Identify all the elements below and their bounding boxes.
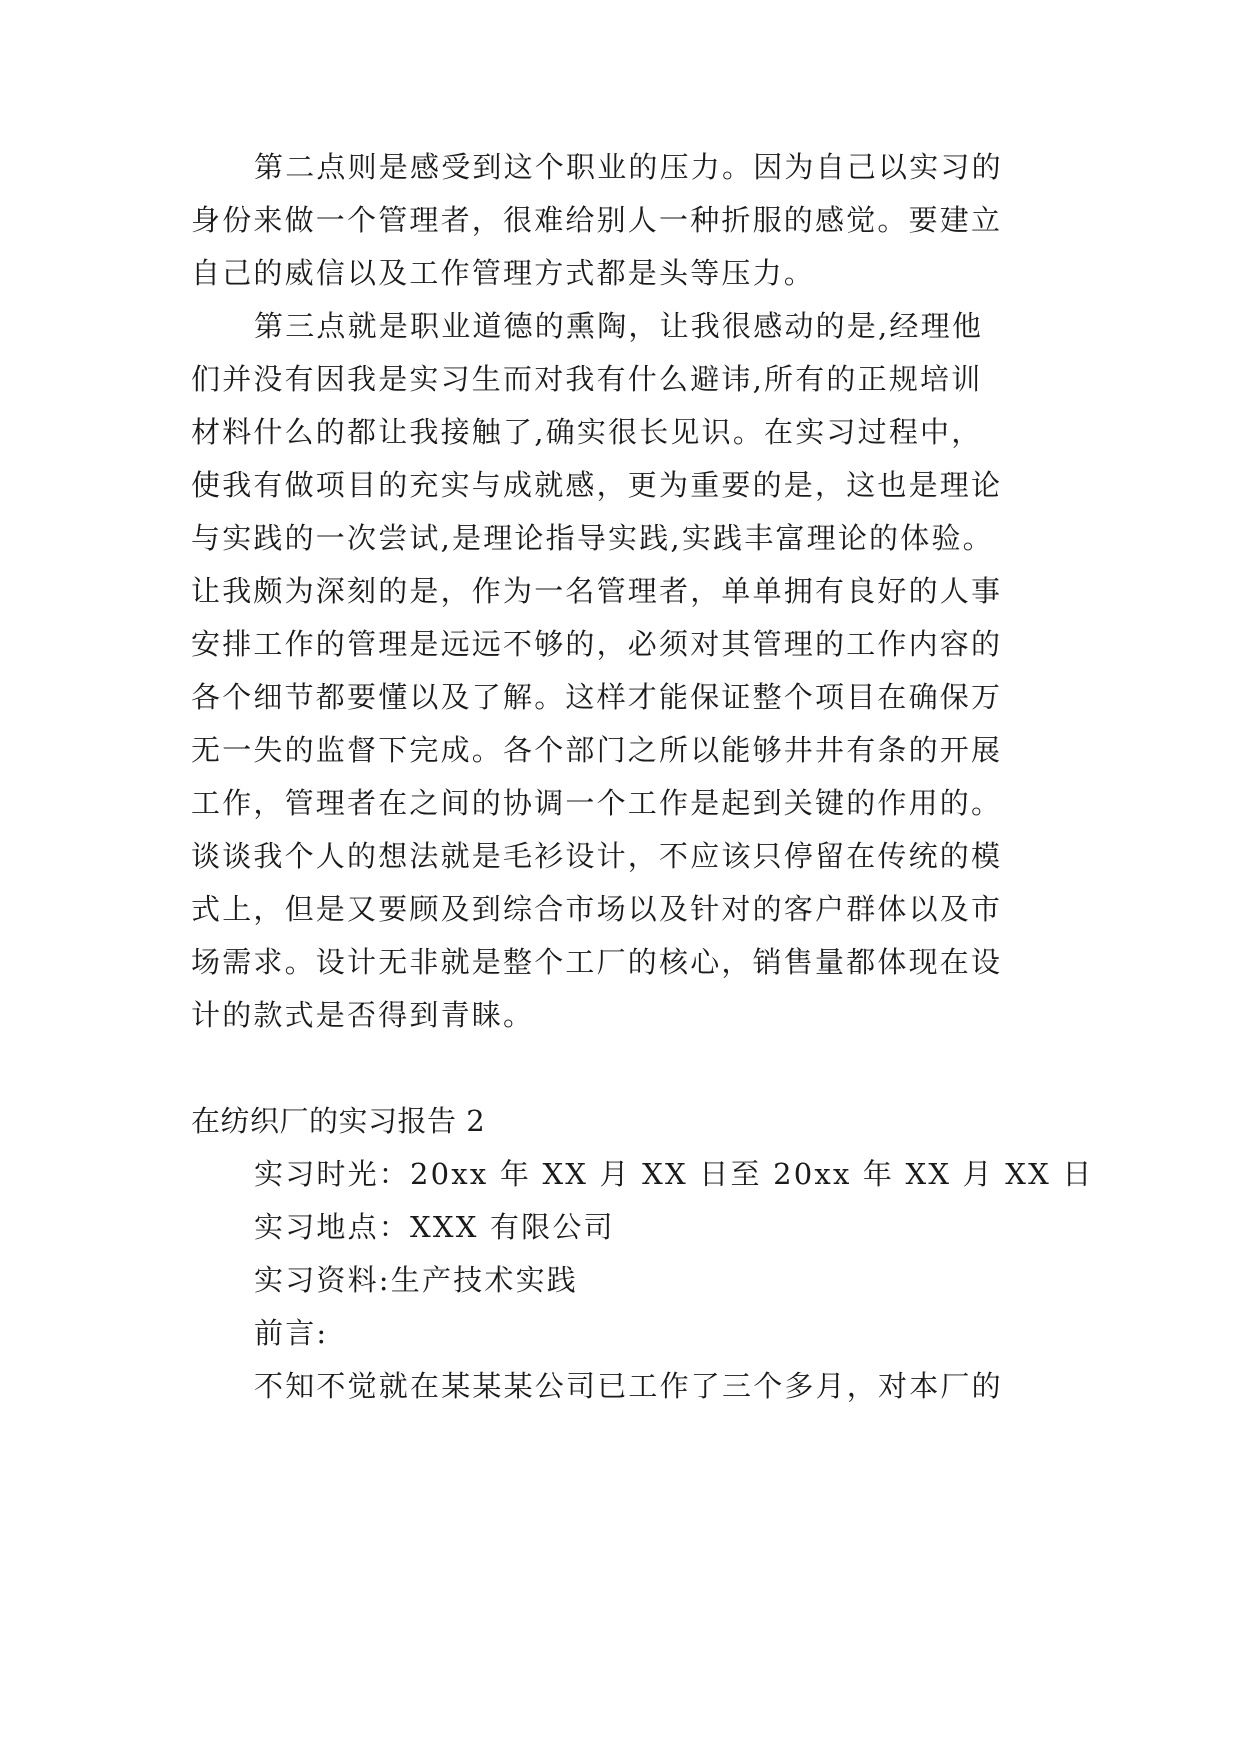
paragraph-line: 式上，但是又要顾及到综合市场以及针对的客户群体以及市: [191, 892, 1003, 926]
paragraph-line: 们并没有因我是实习生而对我有什么避讳,所有的正规培训: [191, 362, 983, 396]
paragraph-line: 使我有做项目的充实与成就感，更为重要的是，这也是理论: [191, 468, 1003, 502]
internship-time: 实习时光：20xx 年 XX 月 XX 日至 20xx 年 XX 月 XX 日: [254, 1157, 1094, 1191]
preface-label: 前言:: [254, 1316, 329, 1350]
section-title: 在纺织厂的实习报告 2: [191, 1104, 486, 1138]
paragraph-line: 身份来做一个管理者，很难给别人一种折服的感觉。要建立: [191, 203, 1003, 237]
internship-material: 实习资料:生产技术实践: [254, 1263, 578, 1297]
paragraph-line: 计的款式是否得到青睐。: [191, 998, 535, 1032]
internship-place: 实习地点：XXX 有限公司: [254, 1210, 615, 1244]
paragraph-line: 谈谈我个人的想法就是毛衫设计，不应该只停留在传统的模: [191, 839, 1003, 873]
paragraph-line: 第二点则是感受到这个职业的压力。因为自己以实习的: [254, 150, 1003, 184]
paragraph-line: 工作，管理者在之间的协调一个工作是起到关键的作用的。: [191, 786, 1003, 820]
paragraph-line: 第三点就是职业道德的熏陶，让我很感动的是,经理他: [254, 309, 984, 343]
paragraph-line: 不知不觉就在某某某公司已工作了三个多月，对本厂的: [254, 1369, 1003, 1403]
paragraph-line: 与实践的一次尝试,是理论指导实践,实践丰富理论的体验。: [191, 521, 994, 555]
paragraph-line: 自己的威信以及工作管理方式都是头等压力。: [191, 256, 816, 290]
paragraph-line: 安排工作的管理是远远不够的，必须对其管理的工作内容的: [191, 627, 1003, 661]
paragraph-line: 材料什么的都让我接触了,确实很长见识。在实习过程中，: [191, 415, 983, 449]
paragraph-line: 无一失的监督下完成。各个部门之所以能够井井有条的开展: [191, 733, 1003, 767]
paragraph-line: 场需求。设计无非就是整个工厂的核心，销售量都体现在设: [191, 945, 1003, 979]
paragraph-line: 让我颇为深刻的是，作为一名管理者，单单拥有良好的人事: [191, 574, 1003, 608]
paragraph-line: 各个细节都要懂以及了解。这样才能保证整个项目在确保万: [191, 680, 1003, 714]
